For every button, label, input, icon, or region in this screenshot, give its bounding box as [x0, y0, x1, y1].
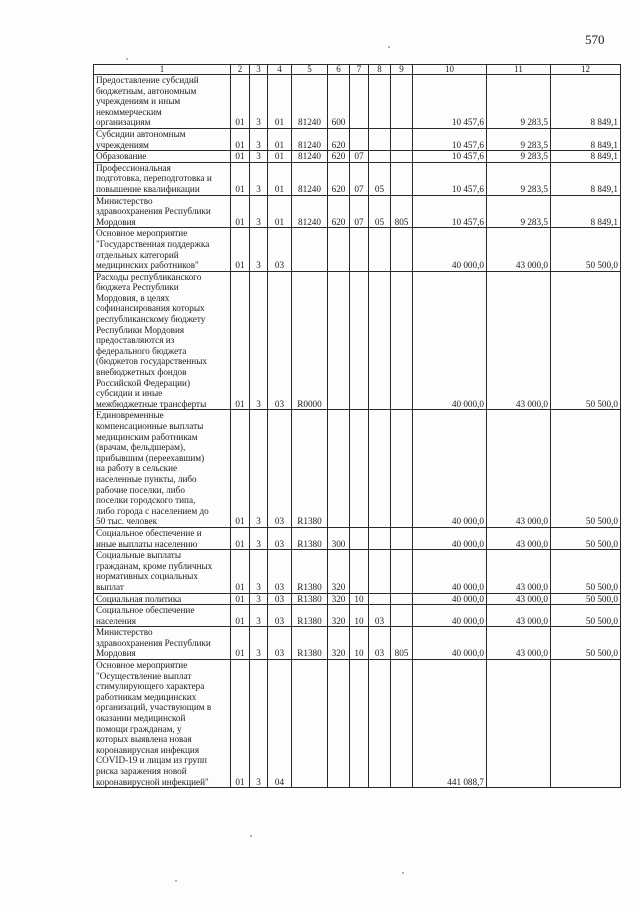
amount-cell — [487, 660, 551, 788]
code-cell: 01 — [231, 550, 250, 593]
code-cell: 3 — [250, 271, 268, 410]
amount-cell: 10 457,6 — [413, 151, 487, 163]
row-description — [94, 527, 231, 549]
table-row — [94, 550, 621, 593]
description-line: рабочие поселки, либо — [96, 484, 185, 495]
header-cell: 6 — [328, 65, 350, 75]
amount-cell: 50 500,0 — [551, 627, 621, 660]
description-line: Социальное обеспечение — [96, 605, 195, 616]
code-cell: 03 — [268, 271, 292, 410]
description-line: выплат — [96, 581, 124, 592]
code-cell — [369, 660, 391, 788]
description-line: внебюджетных фондов — [96, 367, 187, 378]
description-line: (врачам, фельдшерам), — [96, 442, 186, 453]
amount-cell: 40 000,0 — [413, 271, 487, 410]
code-cell: 01 — [268, 128, 292, 150]
amount-cell: 50 500,0 — [551, 228, 621, 271]
row-description — [94, 195, 231, 228]
code-cell — [369, 550, 391, 593]
description-line: медицинским работникам — [96, 431, 198, 442]
code-cell — [350, 128, 369, 150]
code-cell: 81240 — [292, 195, 328, 228]
description-line: Образование — [96, 151, 147, 162]
amount-cell: 43 000,0 — [487, 605, 551, 627]
description-line: бюджета Республики — [96, 282, 179, 293]
description-line: оказании медицинской — [96, 713, 186, 724]
header-row — [94, 65, 621, 75]
description-line: повышение квалификации — [96, 183, 200, 194]
table-body — [94, 75, 621, 788]
description-line: коронавирусной инфекцией" — [96, 776, 209, 787]
code-cell — [350, 410, 369, 528]
description-line: компенсационные выплаты — [96, 421, 204, 431]
code-cell: 10 — [350, 593, 369, 605]
code-cell — [391, 271, 413, 410]
amount-cell: 50 500,0 — [551, 605, 621, 627]
code-cell: 300 — [328, 527, 350, 549]
description-line: отдельных категорий — [96, 249, 179, 260]
description-line: бюджетным, автономным — [96, 85, 197, 96]
description-line: нормативных социальных — [96, 571, 198, 582]
header-cell: 11 — [487, 65, 551, 75]
table-row — [94, 271, 621, 410]
table-row — [94, 527, 621, 549]
page-number: 570 — [585, 32, 605, 47]
code-cell: 3 — [250, 151, 268, 163]
description-line: работникам медицинских — [96, 691, 197, 702]
code-cell — [391, 228, 413, 271]
code-cell: 03 — [268, 228, 292, 271]
code-cell: 03 — [268, 550, 292, 593]
amount-cell: 50 500,0 — [551, 527, 621, 549]
description-line: "Осуществление выплат — [96, 670, 192, 681]
description-line: Республики Мордовия — [96, 324, 185, 335]
description-line: Предоставление субсидий — [96, 75, 199, 85]
amount-cell: 9 283,5 — [487, 162, 551, 195]
description-line: гражданам, кроме публичных — [96, 560, 213, 571]
table-row — [94, 128, 621, 150]
header-cell: 8 — [369, 65, 391, 75]
description-line: Мордовия, в целях — [96, 292, 170, 303]
table-row — [94, 593, 621, 605]
code-cell: R1380 — [292, 410, 328, 528]
description-line: населения — [96, 615, 136, 626]
amount-cell: 43 000,0 — [487, 527, 551, 549]
description-line: Социальные выплаты — [96, 550, 181, 561]
code-cell: 01 — [268, 162, 292, 195]
code-cell: R1380 — [292, 605, 328, 627]
header-cell: 7 — [350, 65, 369, 75]
row-description — [94, 627, 231, 660]
amount-cell: 8 849,1 — [551, 195, 621, 228]
description-line: организаций, участвующим в — [96, 702, 212, 713]
code-cell — [369, 151, 391, 163]
code-cell: 10 — [350, 627, 369, 660]
code-cell: 01 — [231, 410, 250, 528]
amount-cell: 43 000,0 — [487, 228, 551, 271]
amount-cell: 9 283,5 — [487, 75, 551, 129]
code-cell: 81240 — [292, 75, 328, 129]
row-description — [94, 271, 231, 410]
code-cell: 01 — [231, 228, 250, 271]
description-line: прибывшим (переехавшим) — [96, 452, 205, 463]
header-cell: 5 — [292, 65, 328, 75]
amount-cell: 50 500,0 — [551, 550, 621, 593]
code-cell: 320 — [328, 627, 350, 660]
amount-cell: 50 500,0 — [551, 271, 621, 410]
code-cell — [328, 228, 350, 271]
code-cell — [391, 550, 413, 593]
code-cell: 620 — [328, 162, 350, 195]
code-cell — [391, 162, 413, 195]
amount-cell: 50 500,0 — [551, 593, 621, 605]
code-cell: 01 — [268, 151, 292, 163]
code-cell — [328, 410, 350, 528]
amount-cell: 441 088,7 — [413, 660, 487, 788]
description-line: иные выплаты населению — [96, 538, 198, 549]
description-line: Основное мероприятие — [96, 228, 188, 239]
code-cell: 10 — [350, 605, 369, 627]
description-line: учреждениям — [96, 139, 149, 150]
code-cell: 620 — [328, 128, 350, 150]
description-line: здравоохранения Республики — [96, 206, 211, 217]
row-description — [94, 550, 231, 593]
description-line: предоставляются из — [96, 335, 175, 346]
code-cell: 07 — [350, 162, 369, 195]
description-line: коронавирусная инфекция — [96, 744, 200, 755]
description-line: Социальное обеспечение и — [96, 527, 202, 538]
row-description — [94, 162, 231, 195]
table-row — [94, 151, 621, 163]
description-line: Единовременные — [96, 410, 164, 421]
table-row — [94, 410, 621, 528]
code-cell — [328, 660, 350, 788]
code-cell — [350, 75, 369, 129]
code-cell — [369, 410, 391, 528]
code-cell: 03 — [369, 605, 391, 627]
description-line: стимулирующего характера — [96, 681, 205, 692]
code-cell: 81240 — [292, 151, 328, 163]
amount-cell: 10 457,6 — [413, 195, 487, 228]
scan-speck — [402, 872, 404, 874]
code-cell — [328, 271, 350, 410]
header-cell: 2 — [231, 65, 250, 75]
budget-table — [93, 64, 621, 788]
description-line: Мордовия — [96, 216, 136, 227]
code-cell: 01 — [231, 271, 250, 410]
code-cell: 01 — [231, 128, 250, 150]
code-cell: 3 — [250, 605, 268, 627]
description-line: Основное мероприятие — [96, 660, 188, 671]
description-line: на работу в сельские — [96, 463, 178, 474]
amount-cell: 10 457,6 — [413, 75, 487, 129]
code-cell — [350, 660, 369, 788]
amount-cell: 43 000,0 — [487, 271, 551, 410]
code-cell: 3 — [250, 128, 268, 150]
code-cell: 320 — [328, 593, 350, 605]
row-description — [94, 75, 231, 129]
description-line: Министерство — [96, 627, 153, 638]
code-cell: 600 — [328, 75, 350, 129]
row-description — [94, 228, 231, 271]
code-cell: 07 — [350, 195, 369, 228]
code-cell: 01 — [268, 195, 292, 228]
table-row — [94, 228, 621, 271]
code-cell: 03 — [268, 593, 292, 605]
code-cell: 05 — [369, 162, 391, 195]
code-cell: 03 — [268, 627, 292, 660]
code-cell: 01 — [231, 195, 250, 228]
code-cell — [369, 228, 391, 271]
code-cell: 620 — [328, 151, 350, 163]
description-line: подготовка, переподготовка и — [96, 173, 212, 184]
description-line: помощи гражданам, у — [96, 723, 182, 734]
row-description — [94, 410, 231, 528]
header-cell: 3 — [250, 65, 268, 75]
description-line: Расходы республиканского — [96, 271, 202, 282]
code-cell: 01 — [231, 605, 250, 627]
row-description — [94, 660, 231, 788]
description-line: республиканскому бюджету — [96, 314, 206, 325]
description-line: населенные пункты, либо — [96, 473, 197, 484]
code-cell: 3 — [250, 627, 268, 660]
description-line: субсидии и иные — [96, 388, 163, 399]
description-line: Профессиональная — [96, 162, 171, 173]
code-cell — [391, 151, 413, 163]
code-cell — [350, 527, 369, 549]
code-cell — [350, 271, 369, 410]
row-description — [94, 151, 231, 163]
amount-cell: 8 849,1 — [551, 75, 621, 129]
code-cell: 01 — [231, 593, 250, 605]
amount-cell: 40 000,0 — [413, 228, 487, 271]
code-cell: 07 — [350, 151, 369, 163]
code-cell: 04 — [268, 660, 292, 788]
description-line: Министерство — [96, 195, 153, 206]
description-line: софинансирования которых — [96, 303, 205, 314]
code-cell: 320 — [328, 605, 350, 627]
description-line: риска заражения новой — [96, 766, 187, 776]
amount-cell: 8 849,1 — [551, 151, 621, 163]
code-cell: 81240 — [292, 128, 328, 150]
code-cell — [292, 660, 328, 788]
table-row — [94, 660, 621, 788]
amount-cell: 40 000,0 — [413, 550, 487, 593]
code-cell: 3 — [250, 660, 268, 788]
table-row — [94, 605, 621, 627]
code-cell: 3 — [250, 550, 268, 593]
amount-cell: 8 849,1 — [551, 162, 621, 195]
code-cell: 3 — [250, 527, 268, 549]
table-row — [94, 162, 621, 195]
code-cell: 01 — [231, 527, 250, 549]
header-cell: 1 — [94, 65, 231, 75]
code-cell: 805 — [391, 627, 413, 660]
description-line: организациям — [96, 117, 151, 128]
description-line: межбюджетные трансферты — [96, 398, 207, 409]
code-cell: 01 — [231, 162, 250, 195]
description-line: либо города с населением до — [96, 505, 209, 516]
description-line: Мордовия — [96, 648, 136, 659]
scan-speck — [388, 46, 390, 48]
description-line: "Государственная поддержка — [96, 238, 210, 249]
amount-cell: 43 000,0 — [487, 550, 551, 593]
description-line: медицинских работников" — [96, 260, 199, 271]
code-cell: 05 — [369, 195, 391, 228]
scan-speck — [126, 58, 128, 60]
description-line: учреждениям и иным — [96, 96, 181, 107]
code-cell — [350, 228, 369, 271]
code-cell — [369, 75, 391, 129]
description-line: некоммерческим — [96, 106, 162, 117]
code-cell: 3 — [250, 410, 268, 528]
amount-cell: 43 000,0 — [487, 627, 551, 660]
code-cell: 3 — [250, 162, 268, 195]
code-cell: R1380 — [292, 593, 328, 605]
amount-cell — [551, 660, 621, 788]
amount-cell: 50 500,0 — [551, 410, 621, 528]
row-description — [94, 605, 231, 627]
code-cell: 03 — [268, 410, 292, 528]
code-cell — [292, 228, 328, 271]
amount-cell: 40 000,0 — [413, 410, 487, 528]
code-cell: R1380 — [292, 550, 328, 593]
amount-cell: 40 000,0 — [413, 627, 487, 660]
description-line: Российской Федерации) — [96, 377, 191, 388]
code-cell — [369, 593, 391, 605]
table-row — [94, 627, 621, 660]
code-cell — [391, 128, 413, 150]
code-cell: 01 — [268, 75, 292, 129]
code-cell: 3 — [250, 195, 268, 228]
header-cell: 10 — [413, 65, 487, 75]
code-cell: 03 — [369, 627, 391, 660]
scan-speck — [175, 880, 177, 882]
description-line: федерального бюджета — [96, 345, 187, 356]
row-description — [94, 128, 231, 150]
code-cell: 805 — [391, 195, 413, 228]
code-cell — [391, 75, 413, 129]
code-cell — [369, 527, 391, 549]
amount-cell: 43 000,0 — [487, 410, 551, 528]
header-cell: 9 — [391, 65, 413, 75]
code-cell: 01 — [231, 627, 250, 660]
scan-speck — [250, 835, 252, 837]
code-cell: 01 — [231, 660, 250, 788]
header-cell: 4 — [268, 65, 292, 75]
amount-cell: 8 849,1 — [551, 128, 621, 150]
code-cell: 3 — [250, 593, 268, 605]
description-line: которых выявлена новая — [96, 734, 192, 745]
amount-cell: 9 283,5 — [487, 151, 551, 163]
code-cell: 01 — [231, 151, 250, 163]
code-cell: 03 — [268, 527, 292, 549]
amount-cell: 10 457,6 — [413, 128, 487, 150]
code-cell: R0000 — [292, 271, 328, 410]
amount-cell: 40 000,0 — [413, 605, 487, 627]
code-cell: 3 — [250, 75, 268, 129]
description-line: Субсидии автономным — [96, 128, 186, 139]
code-cell: 81240 — [292, 162, 328, 195]
code-cell — [369, 271, 391, 410]
table-row — [94, 75, 621, 129]
code-cell: 620 — [328, 195, 350, 228]
amount-cell: 40 000,0 — [413, 593, 487, 605]
description-line: поселки городского типа, — [96, 495, 196, 506]
code-cell — [391, 605, 413, 627]
code-cell: 320 — [328, 550, 350, 593]
code-cell — [391, 660, 413, 788]
amount-cell: 10 457,6 — [413, 162, 487, 195]
amount-cell: 40 000,0 — [413, 527, 487, 549]
code-cell: 01 — [231, 75, 250, 129]
code-cell: 3 — [250, 228, 268, 271]
code-cell: R1380 — [292, 527, 328, 549]
code-cell: R1380 — [292, 627, 328, 660]
amount-cell: 9 283,5 — [487, 128, 551, 150]
amount-cell: 43 000,0 — [487, 593, 551, 605]
code-cell — [391, 527, 413, 549]
description-line: Социальная политика — [96, 593, 182, 604]
description-line: (бюджетов государственных — [96, 356, 207, 367]
amount-cell: 9 283,5 — [487, 195, 551, 228]
description-line: здравоохранения Республики — [96, 637, 211, 648]
description-line: 50 тыс. человек — [96, 516, 158, 527]
code-cell — [391, 410, 413, 528]
description-line: COVID-19 и лицам из групп — [96, 755, 207, 766]
table-row — [94, 195, 621, 228]
code-cell — [369, 128, 391, 150]
code-cell — [391, 593, 413, 605]
header-cell: 12 — [551, 65, 621, 75]
row-description — [94, 593, 231, 605]
code-cell — [350, 550, 369, 593]
code-cell: 03 — [268, 605, 292, 627]
